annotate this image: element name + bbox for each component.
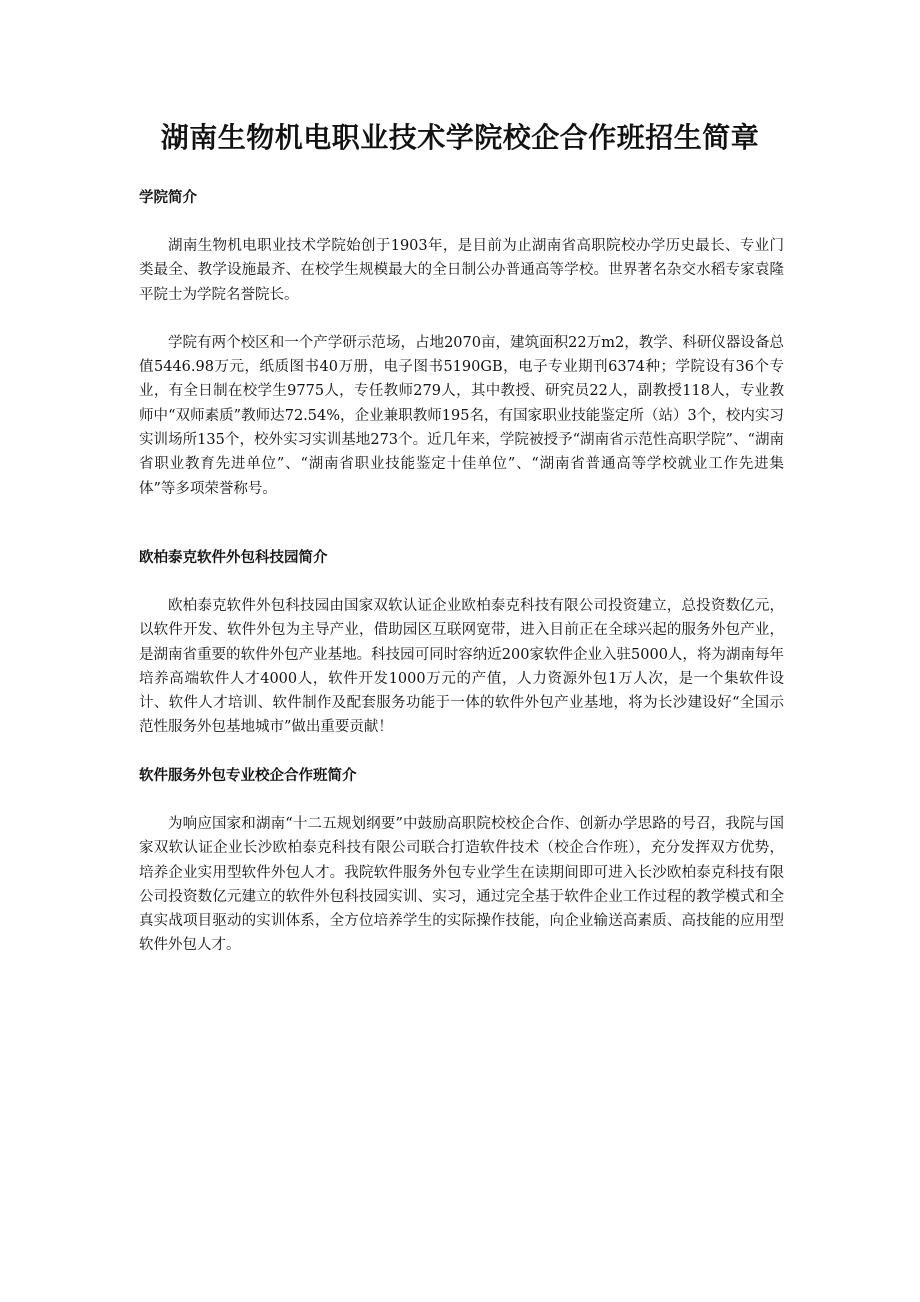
section-heading: 欧柏泰克软件外包科技园简介 bbox=[139, 550, 328, 566]
paragraph: 欧柏泰克软件外包科技园由国家双软认证企业欧柏泰克科技有限公司投资建立，总投资数亿元，以软件开发、软件外包为主导产业，借助园区互联网宽带，进入目前正在全球兴起的服务外包产业，是湖南省重要的软件外包产业基地。科技园可同时容纳近200家软件企业入驻5000人，将为湖南每年培养高端软件人才4000人，软件开发1000万元的产值，人力资源外包1万人次，是一个集软件设计、软件人才培训、软件制作及配套服务功能于一体的软件外包产业基地，将为长沙建设好“全国示范性服务外包基地城市”做出重要贡献！ bbox=[139, 598, 784, 736]
section-tech-park-intro bbox=[139, 546, 784, 740]
paragraph: 湖南生物机电职业技术学院始创于1903年，是目前为止湖南省高职院校办学历史最长、专业门类最全、教学设施最齐、在校学生规模最大的全日制公办普通高等学校。世界著名杂交水稻专家袁隆平院士为学院名誉院长。 bbox=[139, 238, 784, 303]
paragraph: 学院有两个校区和一个产学研示范场，占地2070亩，建筑面积22万m2，教学、科研仪器设备总值5446.98万元，纸质图书40万册，电子图书5190GB，电子专业期刊6374种；学院设有36个专业，有全日制在校学生9775人，专任教师279人，其中教授、研究员22人，副教授118人，专业教师中“双师素质”教师达72.54%，企业兼职教师195名，有国家职业技能鉴定所（站）3个，校内实习实训场所135个，校外实习实训基地273个。近几年来，学院被授予“湖南省示范性高职学院”、“湖南省职业教育先进单位”、“湖南省职业技能鉴定十佳单位”、“湖南省普通高等学校就业工作先进集体”等多项荣誉称号。 bbox=[139, 334, 784, 497]
section-heading: 学院简介 bbox=[139, 190, 197, 206]
paragraph: 为响应国家和湖南“十二五规划纲要”中鼓励高职院校校企合作、创新办学思路的号召，我院与国家双软认证企业长沙欧柏泰克科技有限公司联合打造软件技术（校企合作班），充分发挥双方优势，培养企业实用型软件外包人才。我院软件服务外包专业学生在读期间即可进入长沙欧柏泰克科技有限公司投资数亿元建立的软件外包科技园实训、实习，通过完全基于软件企业工作过程的教学模式和全真实战项目驱动的实训体系，全方位培养学生的实际操作技能，向企业输送高素质、高技能的应用型软件外包人才。 bbox=[139, 816, 784, 954]
section-cooperation-class-intro bbox=[139, 764, 784, 958]
section-heading: 软件服务外包专业校企合作班简介 bbox=[139, 768, 357, 784]
page-title: 湖南生物机电职业技术学院校企合作班招生简章 bbox=[160, 121, 760, 154]
section-college-intro bbox=[139, 186, 784, 501]
